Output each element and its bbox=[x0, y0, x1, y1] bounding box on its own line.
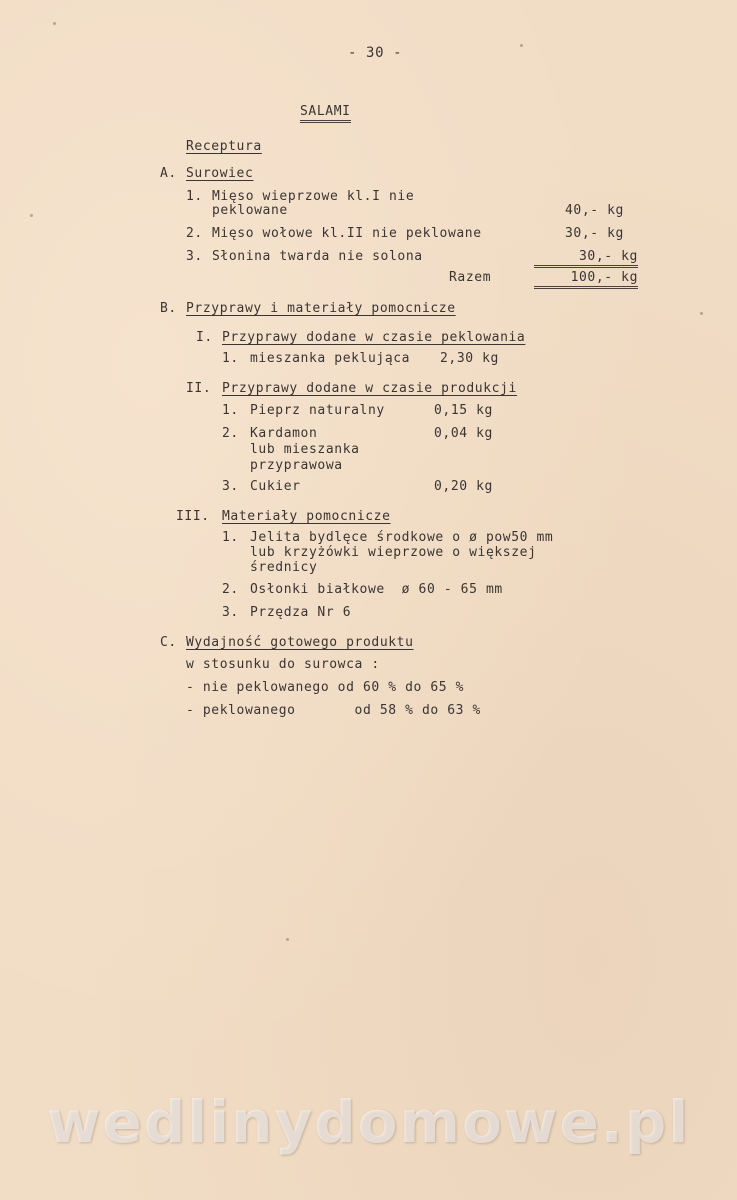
section-a-letter: A. bbox=[160, 166, 177, 181]
section-b-sub1-item-1-qty: 2,30 kg bbox=[440, 351, 499, 366]
section-a-item-2-line1: Mięso wołowe kl.II nie peklowane bbox=[212, 226, 482, 241]
section-b-sub2-item-1-qty: 0,15 kg bbox=[434, 403, 493, 418]
section-b-sub3-item-1-line3: średnicy bbox=[250, 560, 318, 575]
section-b-sub1-heading: Przyprawy dodane w czasie peklowania bbox=[222, 330, 526, 345]
section-b-sub2-item-2-num: 2. bbox=[222, 426, 239, 441]
section-b-sub3-item-1-line1: Jelita bydlęce środkowe o ø pow50 mm bbox=[250, 530, 554, 545]
section-b-sub3-roman: III. bbox=[176, 509, 210, 524]
section-a-item-1-line1: Mięso wieprzowe kl.I nie bbox=[212, 189, 415, 204]
section-b-sub3-item-3-num: 3. bbox=[222, 605, 239, 620]
document-title: SALAMI bbox=[300, 104, 351, 123]
section-a-total-label: Razem bbox=[449, 270, 492, 285]
page-number: - 30 - bbox=[348, 45, 403, 61]
section-b-sub3-item-2-text: Osłonki białkowe ø 60 - 65 mm bbox=[250, 582, 503, 597]
section-c-letter: C. bbox=[160, 635, 177, 650]
section-b-sub3-item-3-text: Przędza Nr 6 bbox=[250, 605, 352, 620]
section-b-letter: B. bbox=[160, 301, 177, 316]
section-a-total-qty: 100,- kg bbox=[534, 270, 638, 289]
section-a-item-1-num: 1. bbox=[186, 189, 203, 204]
section-a-item-3-num: 3. bbox=[186, 249, 203, 264]
section-b-sub2-item-2-line3: przyprawowa bbox=[250, 458, 343, 473]
section-b-sub2-heading: Przyprawy dodane w czasie produkcji bbox=[222, 381, 517, 396]
paper-speck bbox=[700, 312, 703, 315]
watermark: wedlinydomowe.pl bbox=[46, 1088, 691, 1156]
section-b-sub2-roman: II. bbox=[186, 381, 212, 396]
section-a-item-2-num: 2. bbox=[186, 226, 203, 241]
paper-speck bbox=[286, 938, 289, 941]
section-b-heading: Przyprawy i materiały pomocnicze bbox=[186, 301, 456, 316]
section-b-sub2-item-2-line2: lub mieszanka bbox=[250, 442, 360, 457]
section-a-item-3-qty: 30,- kg bbox=[534, 249, 638, 268]
section-b-sub1-item-1-num: 1. bbox=[222, 351, 239, 366]
section-a-heading: Surowiec bbox=[186, 166, 254, 181]
paper-speck bbox=[53, 22, 56, 25]
section-b-sub2-item-2-line1: Kardamon bbox=[250, 426, 318, 441]
section-b-sub2-item-3-qty: 0,20 kg bbox=[434, 479, 493, 494]
section-b-sub2-item-1-num: 1. bbox=[222, 403, 239, 418]
section-c-row-2: - peklowanego od 58 % do 63 % bbox=[186, 703, 481, 718]
section-c-intro: w stosunku do surowca : bbox=[186, 657, 380, 672]
section-b-sub3-heading: Materiały pomocnicze bbox=[222, 509, 391, 524]
section-a-item-1-line2: peklowane bbox=[212, 203, 288, 218]
section-b-sub2-item-3-text: Cukier bbox=[250, 479, 301, 494]
section-b-sub3-item-2-num: 2. bbox=[222, 582, 239, 597]
section-b-sub3-item-1-num: 1. bbox=[222, 530, 239, 545]
paper-speck bbox=[30, 214, 33, 217]
section-b-sub2-item-1-text: Pieprz naturalny bbox=[250, 403, 385, 418]
section-b-sub1-roman: I. bbox=[196, 330, 213, 345]
section-a-item-1-qty: 40,- kg bbox=[565, 203, 624, 218]
section-c-row-1: - nie peklowanego od 60 % do 65 % bbox=[186, 680, 465, 695]
section-c-heading: Wydajność gotowego produktu bbox=[186, 635, 414, 650]
section-b-sub3-item-1-line2: lub krzyżówki wieprzowe o większej bbox=[250, 545, 537, 560]
paper-speck bbox=[520, 44, 523, 47]
section-a-item-3-line1: Słonina twarda nie solona bbox=[212, 249, 423, 264]
section-b-sub1-item-1-text: mieszanka peklująca bbox=[250, 351, 411, 366]
section-a-item-2-qty: 30,- kg bbox=[565, 226, 624, 241]
receptura-heading: Receptura bbox=[186, 139, 262, 154]
section-b-sub2-item-2-qty: 0,04 kg bbox=[434, 426, 493, 441]
section-b-sub2-item-3-num: 3. bbox=[222, 479, 239, 494]
